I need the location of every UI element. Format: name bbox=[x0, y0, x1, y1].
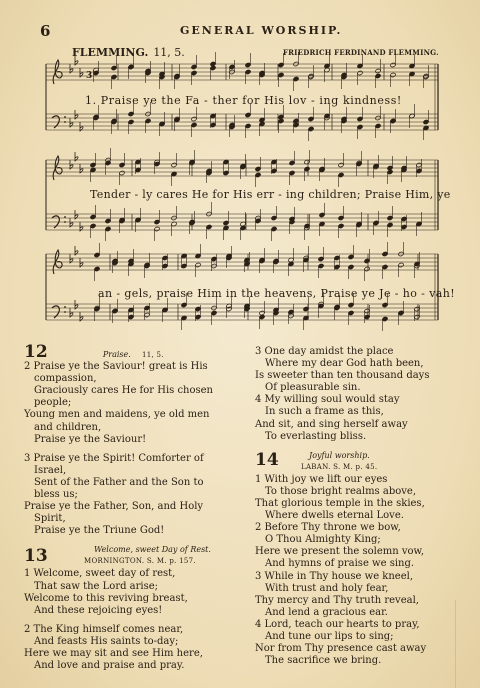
hymn-number-12: 12 bbox=[24, 342, 48, 362]
verse-line: O Thou Almighty King; bbox=[265, 534, 381, 546]
verse-line: 4 My willing soul would stay bbox=[255, 394, 400, 406]
hymn-number-14: 14 bbox=[255, 449, 279, 470]
verse-line: 4 Lord, teach our hearts to pray, bbox=[255, 618, 420, 630]
page-header bbox=[0, 22, 480, 38]
verse-line: That saw the Lord arise; bbox=[34, 580, 159, 592]
verse-line: Graciously cares He for His chosen bbox=[34, 385, 213, 397]
verse-line: 1 Welcome, sweet day of rest, bbox=[24, 568, 176, 580]
tune-name: FLEMMING. bbox=[72, 46, 149, 59]
score-lyric-line-1: 1. Praise ye the Fa - ther for His lov - ing kindness! bbox=[85, 94, 402, 107]
verse-line: 3 While in Thy house we kneel, bbox=[255, 570, 414, 582]
verse-line: Young men and maidens, ye old men bbox=[24, 409, 210, 421]
verse-line: Where my dear God hath been, bbox=[265, 358, 424, 370]
verse-line: That glorious temple in the skies, bbox=[255, 497, 425, 509]
verse-line: 3 One day amidst the place bbox=[255, 346, 394, 357]
verse-line: Welcome to this reviving breast, bbox=[24, 592, 188, 604]
verse-line: And hymns of praise we sing. bbox=[265, 558, 415, 570]
verse-line: Is sweeter than ten thousand days bbox=[255, 370, 430, 382]
page-edge-crease bbox=[455, 600, 472, 688]
verse-line: And lend a gracious ear. bbox=[265, 606, 388, 618]
verse-line: And feasts His saints to-day; bbox=[34, 635, 179, 647]
hymn-number-13: 13 bbox=[24, 546, 48, 567]
hymn-caption-12: Praise. bbox=[102, 350, 131, 359]
hymn-meter-12: 11, 5. bbox=[141, 351, 164, 359]
verse-line: 2 Before Thy throne we bow, bbox=[255, 522, 401, 534]
hymn-tune-ref-14: LABAN. S. M. p. 45. bbox=[301, 462, 378, 471]
verse-line: Praise ye the Saviour! bbox=[34, 433, 147, 445]
verse-line: And these rejoicing eyes! bbox=[34, 604, 163, 616]
verse-line: Israel, bbox=[34, 464, 67, 476]
verse-line: And tune our lips to sing; bbox=[265, 630, 394, 642]
verse-line: compassion, bbox=[34, 373, 97, 385]
verse-line: And sit, and sing herself away bbox=[255, 418, 408, 430]
verse-line: Of pleasurable sin. bbox=[265, 382, 361, 394]
verse-line: bless us; bbox=[34, 489, 78, 501]
verse-line: Where dwells eternal Love. bbox=[265, 510, 404, 522]
composer-name: FRIEDRICH FERDINAND FLEMMING. bbox=[283, 48, 439, 57]
verse-line: and children, bbox=[34, 421, 102, 433]
score-lyric-line-3: an - gels, praise Him in the heavens, Praise ye Je - ho - vah! bbox=[98, 287, 456, 300]
hymn-caption-13: Welcome, sweet Day of Rest. bbox=[94, 545, 211, 555]
verse-line: 2 Praise ye the Saviour! great is His bbox=[24, 361, 208, 373]
verse-line: And love and praise and pray. bbox=[34, 660, 185, 672]
verse-line: Here we may sit and see Him here, bbox=[24, 647, 203, 659]
verse-line: Praise ye the Triune God! bbox=[34, 525, 165, 537]
verse-line: In such a frame as this, bbox=[265, 406, 384, 418]
verse-line: To everlasting bliss. bbox=[265, 430, 367, 442]
verse-line: Praise ye the Father, Son, and Holy bbox=[24, 501, 204, 513]
score-lyric-line-2: Tender - ly cares He for His err - ing children; Praise Him, ye bbox=[90, 188, 451, 201]
verse-line: Here we present the solemn vow, bbox=[255, 546, 425, 558]
tune-meter: 11, 5. bbox=[153, 46, 185, 59]
verse-line: To those bright realms above, bbox=[265, 485, 417, 497]
right-column bbox=[255, 346, 460, 667]
verse-line: people; bbox=[34, 397, 72, 409]
verse-line: 1 With joy we lift our eyes bbox=[255, 473, 388, 485]
verse-line: 2 The King himself comes near, bbox=[24, 623, 184, 635]
verse-line: With trust and holy fear, bbox=[265, 582, 389, 594]
svg-text:3: 3 bbox=[86, 71, 93, 81]
verse-line: Thy mercy and Thy truth reveal, bbox=[255, 594, 419, 606]
hymn-caption-14: Joyful worship. bbox=[309, 450, 370, 460]
verse-line: Nor from Thy presence cast away bbox=[255, 643, 427, 655]
verse-line: Spirit, bbox=[34, 513, 66, 525]
hymn-tune-ref-13: MORNINGTON. S. M. p. 157. bbox=[84, 557, 196, 566]
verse-line: Sent of the Father and the Son to bbox=[34, 476, 204, 488]
page-number: 6 bbox=[40, 22, 51, 40]
verse-line: 3 Praise ye the Spirit! Comforter of bbox=[24, 452, 204, 464]
page-title: GENERAL WORSHIP. bbox=[180, 24, 343, 37]
left-column bbox=[24, 342, 248, 672]
verse-line: The sacrifice we bring. bbox=[265, 655, 382, 667]
